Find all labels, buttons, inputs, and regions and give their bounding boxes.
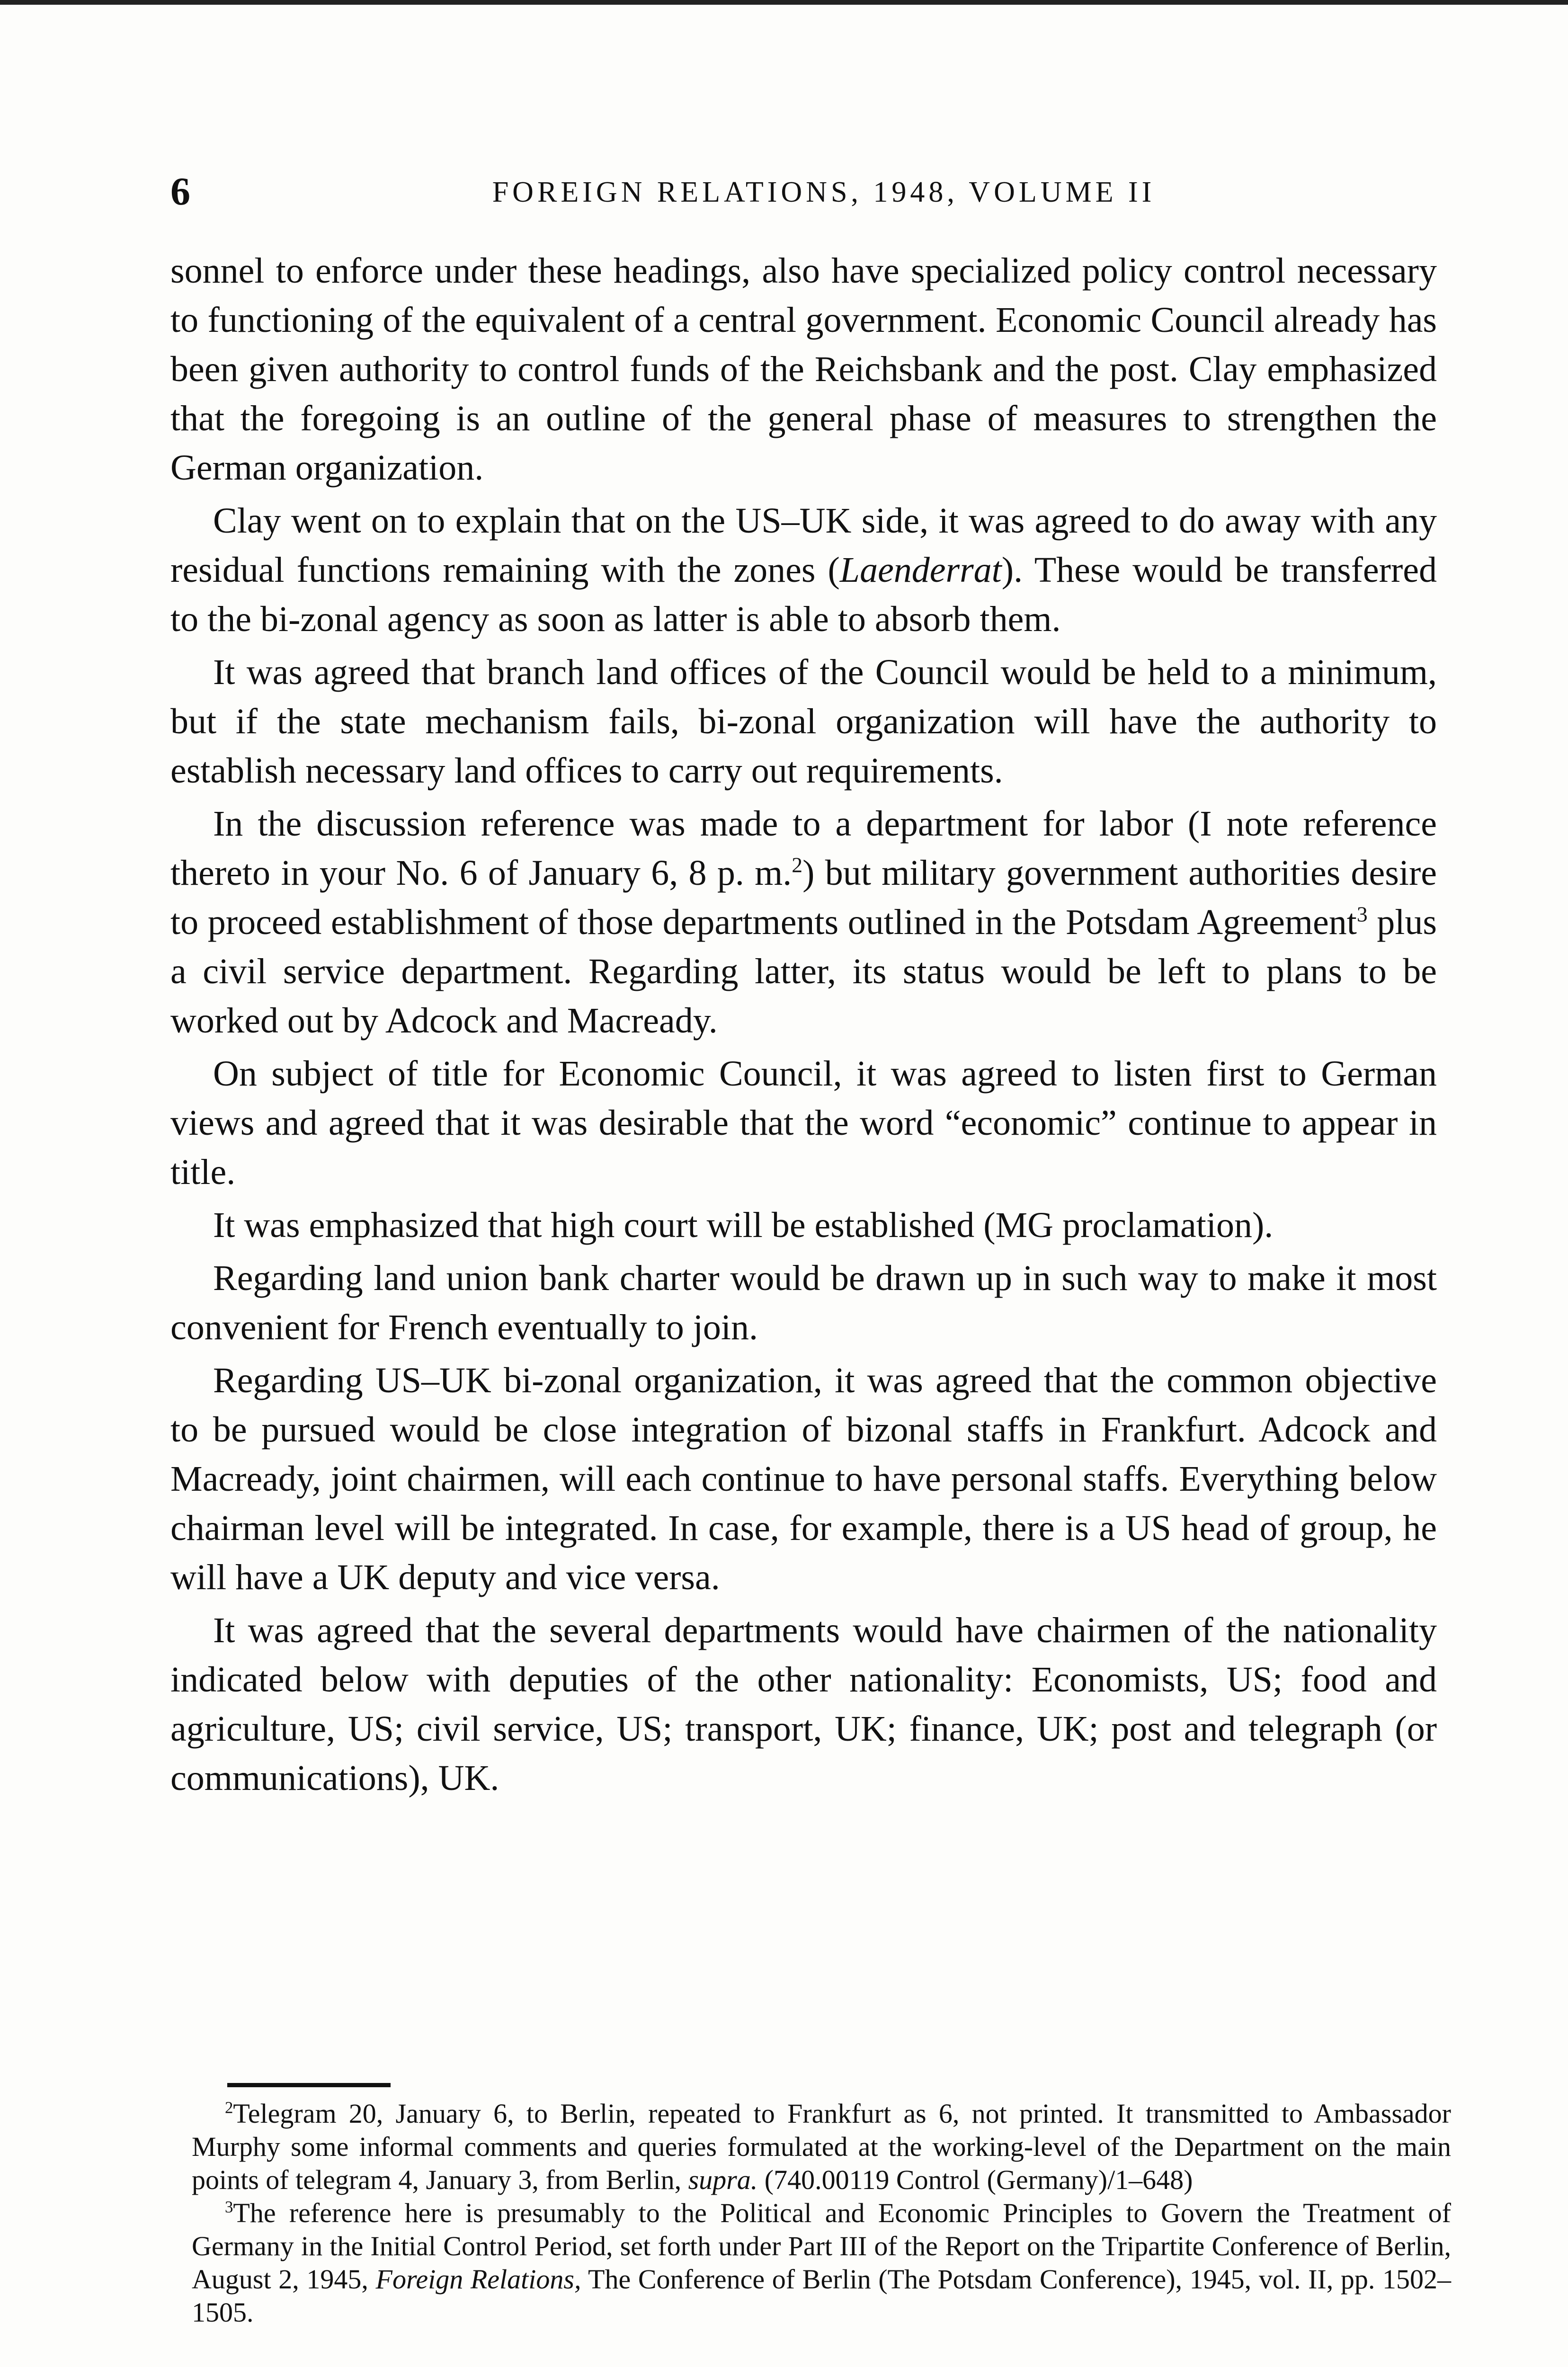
- page-number: 6: [170, 169, 190, 214]
- footnote-3-text-a: The reference here is presumably to the Political and Economic Principles to Govern the Treatment of Germany in the Initial Control Period, set forth under Part III of the Report on the Tripartite Conference of Berlin, August 2, 1945,: [192, 2198, 1451, 2295]
- paragraph-4: [170, 799, 1437, 1045]
- footnote-ref-3[interactable]: 3: [1356, 902, 1368, 926]
- footnote-divider: [227, 2083, 391, 2087]
- footnote-ref-2[interactable]: 2: [792, 853, 803, 877]
- paragraph-4-text-c: plus a civil service department. Regarding latter, its status would be left to plans to be worked out by Adcock and Macready.: [170, 902, 1437, 1041]
- paragraph-2-italic: Laenderrat: [839, 550, 1002, 590]
- paragraph-4-text-a: In the discussion reference was made to a department for labor (I note reference thereto in your No. 6 of January 6, 8 p. m.: [170, 804, 1437, 893]
- paragraph-3-text: It was agreed that branch land offices of the Council would be held to a minimum, but if the state mechanism fails, bi-zonal organization will have the authority to establish necessary land offices to carry out requirements.: [170, 652, 1437, 791]
- running-title: FOREIGN RELATIONS, 1948, VOLUME II: [492, 176, 1156, 208]
- body-text: [170, 246, 1437, 1806]
- paragraph-8: [170, 1356, 1437, 1602]
- footnotes: [192, 2097, 1451, 2329]
- footnote-3: [192, 2197, 1451, 2329]
- paragraph-9-text: It was agreed that the several departments would have chairmen of the nationality indicated below with deputies of the other nationality: Economists, US; food and agriculture, US; civil service, US; transport, UK; finance, UK; post and telegraph (or communications), UK.: [170, 1611, 1437, 1798]
- footnote-3-marker: 3: [225, 2198, 233, 2216]
- top-edge-rule: [0, 0, 1568, 5]
- footnote-2: [192, 2097, 1451, 2197]
- paragraph-6-text: It was emphasized that high court will be established (MG proclamation).: [213, 1205, 1274, 1245]
- footnote-2-text-b: (740.00119 Control (Germany)/1–648): [757, 2164, 1193, 2195]
- paragraph-2: [170, 496, 1437, 644]
- paragraph-2-text-b: ). These would be transferred to the bi-zonal agency as soon as latter is able to absorb them.: [170, 550, 1437, 639]
- paragraph-4-text-b: ) but military government authorities desire to proceed establishment of those departments outlined in the Potsdam Agreement: [170, 853, 1437, 942]
- paragraph-1: [170, 246, 1437, 492]
- footnote-3-italic: Foreign Relations,: [375, 2264, 581, 2295]
- paragraph-2-text-a: Clay went on to explain that on the US–UK side, it was agreed to do away with any residual functions remaining with the zones (: [170, 501, 1437, 590]
- footnote-2-text-a: Telegram 20, January 6, to Berlin, repeated to Frankfurt as 6, not printed. It transmitted to Ambassador Murphy some informal comments and queries formulated at the working-level of the Department on the main points of telegram 4, January 3, from Berlin,: [192, 2098, 1451, 2195]
- paragraph-6: [170, 1201, 1437, 1250]
- paragraph-5: [170, 1049, 1437, 1197]
- footnote-2-marker: 2: [225, 2098, 233, 2117]
- footnote-3-text-b: The Conference of Berlin (The Potsdam Conference), 1945, vol. II, pp. 1502–1505.: [192, 2264, 1452, 2328]
- paragraph-7-text: Regarding land union bank charter would be drawn up in such way to make it most convenient for French eventually to join.: [170, 1258, 1437, 1347]
- paragraph-3: [170, 648, 1437, 795]
- paragraph-1-text: sonnel to enforce under these headings, also have specialized policy control necessary to functioning of the equivalent of a central government. Economic Council already has been given authority to control funds of the Reichsbank and the post. Clay emphasized that the foregoing is an outline of the general phase of measures to strengthen the German organization.: [170, 251, 1437, 488]
- paragraph-9: [170, 1606, 1437, 1803]
- footnote-2-italic: supra.: [688, 2164, 758, 2195]
- paragraph-7: [170, 1254, 1437, 1352]
- paragraph-5-text: On subject of title for Economic Council, it was agreed to listen first to German views and agreed that it was desirable that the word “economic” continue to appear in title.: [170, 1054, 1437, 1192]
- paragraph-8-text: Regarding US–UK bi-zonal organization, it was agreed that the common objective to be pursued would be close integration of bizonal staffs in Frankfurt. Adcock and Macready, joint chairmen, will each continue to have personal staffs. Everything below chairman level will be integrated. In case, for example, there is a US head of group, he will have a UK deputy and vice versa.: [170, 1361, 1437, 1597]
- running-head: [170, 170, 1420, 213]
